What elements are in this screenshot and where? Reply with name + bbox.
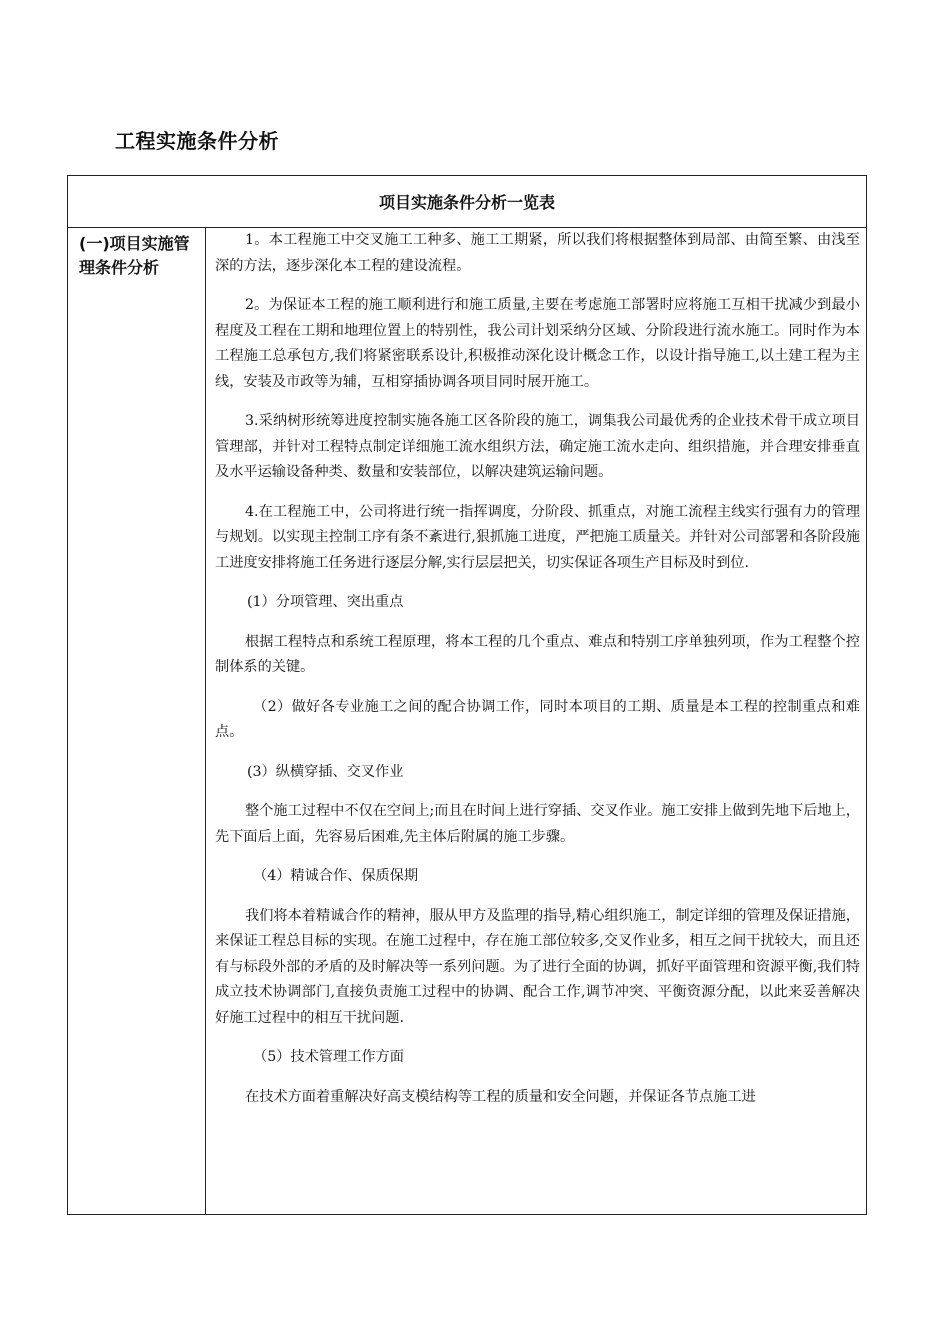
paragraph-4: 4.在工程施工中，公司将进行统一指挥调度，分阶段、抓重点，对施工流程主线实行强有力的管理与规划。以实现主控制工序有条不紊进行,狠抓施工进度，严把施工质量关。并针对公司部署和各阶段施工进度安排将施工任务进行逐层分解,实行层层把关，切实保证各项生产目标及时到位. — [215, 503, 860, 571]
paragraph-6: （2）做好各专业施工之间的配合协调工作，同时本项目的工期、质量是本工程的控制重点和难点。 — [215, 698, 860, 740]
subheading-3: (3）纵横穿插、交叉作业 — [247, 763, 404, 780]
table-body — [68, 228, 866, 1215]
category-cell: (一)项目实施管理条件分析 — [68, 228, 206, 1215]
paragraph-3: 3.采纳树形统筹进度控制实施各施工区各阶段的施工，调集我公司最优秀的企业技术骨干成立项目管理部，并针对工程特点制定详细施工流水组织方法，确定施工流水走向、组织措施，并合理安排垂直及水平运输设备种类、数量和安装部位，以解决建筑运输问题。 — [215, 413, 860, 480]
paragraph-2: 2。为保证本工程的施工顺利进行和施工质量,主要在考虑施工部署时应将施工互相干扰减少到最小程度及工程在工期和地理位置上的特别性，我公司计划采纳分区域、分阶段进行流水施工。同时作为本工程施工总承包方,我们将紧密联系设计,积极推动深化设计概念工作，以设计指导施工,以土建工程为主线，安装及市政等为辅，互相穿插协调各项目同时展开施工。 — [215, 297, 860, 390]
paragraph-1: 1。本工程施工中交叉施工工种多、施工工期紧，所以我们将根据整体到局部、由简至繁、由浅至深的方法，逐步深化本工程的建设流程。 — [215, 232, 860, 274]
paragraph-9: 在技术方面着重解决好高支模结构等工程的质量和安全问题，并保证各节点施工进 — [245, 1088, 756, 1105]
document-title: 工程实施条件分析 — [115, 129, 279, 153]
content-cell — [206, 228, 866, 1215]
paragraph-8: 我们将本着精诚合作的精神，服从甲方及监理的指导,精心组织施工，制定详细的管理及保证措施，来保证工程总目标的实现。在施工过程中，存在施工部位较多,交叉作业多，相互之间干扰较大，而且还有与标段外部的矛盾的及时解决等一系列问题。为了进行全面的协调，抓好平面管理和资源平衡,我们特成立技术协调部门,直接负责施工过程中的协调、配合工作,调节冲突、平衡资源分配，以此来妥善解决好施工过程中的相互干扰问题. — [215, 907, 860, 1026]
table-header: 项目实施条件分析一览表 — [68, 176, 866, 228]
paragraph-7: 整个施工过程中不仅在空间上;而且在时间上进行穿插、交叉作业。施工安排上做到先地下后地上，先下面后上面，先容易后困难,先主体后附属的施工步骤。 — [215, 803, 860, 845]
paragraph-5: 根据工程特点和系统工程原理，将本工程的几个重点、难点和特别工序单独列项，作为工程整个控制体系的关键。 — [215, 633, 860, 675]
subheading-1: (1）分项管理、突出重点 — [247, 594, 404, 610]
subheading-4: （4）精诚合作、保质保期 — [253, 868, 419, 884]
analysis-table — [67, 175, 867, 1215]
subheading-5: （5）技术管理工作方面 — [253, 1049, 404, 1065]
